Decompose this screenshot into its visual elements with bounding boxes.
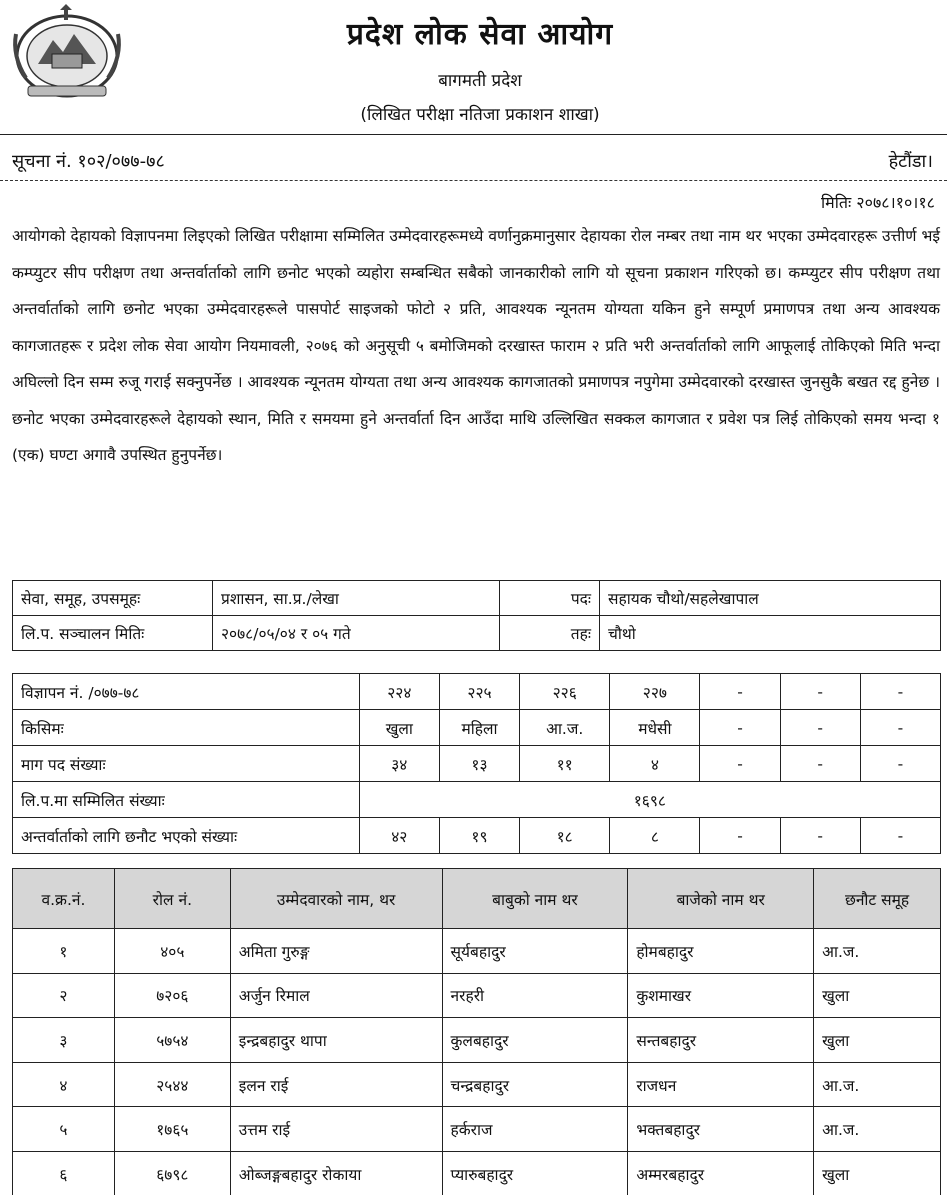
province-name: बागमती प्रदेश: [438, 71, 522, 91]
result-cell: इलन राई: [230, 1062, 442, 1107]
result-cell: नरहरी: [442, 973, 628, 1018]
vacancy-cell: ४: [610, 746, 700, 782]
level-label: तहः: [500, 616, 600, 651]
vacancy-cell: २२७: [610, 674, 700, 710]
result-cell: खुला: [814, 1151, 941, 1195]
vacancy-row-label: माग पद संख्याः: [13, 746, 360, 782]
post-label: पदः: [500, 581, 600, 616]
result-column-header: बाबुको नाम थर: [442, 869, 628, 929]
vacancy-cell: ८: [610, 818, 700, 854]
notice-place: हेटौंडा।: [888, 151, 933, 172]
letterhead: [0, 0, 947, 135]
result-cell: २५४४: [114, 1062, 230, 1107]
result-cell: ४०५: [114, 929, 230, 974]
vacancy-cell: १९: [439, 818, 519, 854]
vacancy-row: [13, 674, 941, 710]
service-value: प्रशासन, सा.प्र./लेखा: [213, 581, 500, 616]
table-row: [13, 1018, 941, 1063]
result-cell: ५७५४: [114, 1018, 230, 1063]
vacancy-cell: १८: [520, 818, 610, 854]
exam-date-label: लि.प. सञ्चालन मितिः: [13, 616, 213, 651]
vacancy-cell: -: [780, 674, 860, 710]
vacancy-cell: २२६: [520, 674, 610, 710]
table-row: [13, 929, 941, 974]
result-cell: कुशमाखर: [628, 973, 814, 1018]
table-row: [13, 1062, 941, 1107]
vacancy-cell: -: [700, 710, 780, 746]
vacancy-cell: १३: [439, 746, 519, 782]
vacancy-cell: -: [860, 674, 940, 710]
vacancy-cell: -: [860, 818, 940, 854]
result-cell: १: [13, 929, 115, 974]
notice-body: आयोगको देहायको विज्ञापनमा लिइएको लिखित परीक्षामा सम्मिलित उम्मेदवारहरूमध्ये वर्णानुक्रमानुसार देहायका रोल नम्बर तथा नाम थर भएका उम्मेदवारहरू उत्तीर्ण भई कम्प्युटर सीप परीक्षण तथा अन्तर्वार्ताको लागि छनोट भएको व्यहोरा सम्बन्धित सबैको जानकारीको लागि यो सूचना प्रकाशन गरिएको छ। कम्प्युटर सीप परीक्षण तथा अन्तर्वार्ताको लागि छनोट भएका उम्मेदवारहरूले पासपोर्ट साइजको फोटो २ प्रति, आवश्यक न्यूनतम योग्यता यकिन हुने सम्पूर्ण प्रमाणपत्र तथा अन्य आवश्यक कागजातहरू र प्रदेश लोक सेवा आयोग नियमावली, २०७६ को अनुसूची ५ बमोजिमको दरखास्त फाराम २ प्रति भरी अन्तर्वार्ताको लागि आफूलाई तोकिएको मिति भन्दा अघिल्लो दिन सम्म रुजू गराई सक्नुपर्नेछ । आवश्यक न्यूनतम योग्यता तथा अन्य आवश्यक कागजातको प्रमाणपत्र नपुगेमा उम्मेदवारको दरखास्त जुनसुकै बखत रद्द हुनेछ । छनोट भएका उम्मेदवारहरूले देहायको स्थान, मिति र समयमा हुने अन्तर्वार्ता दिन आउँदा माथि उल्लिखित सक्कल कागजात र प्रवेश पत्र लिई तोकिएको समय भन्दा १ (एक) घण्टा अगावै उपस्थित हुनुपर्नेछ।: [12, 227, 940, 464]
vacancy-cell: २२५: [439, 674, 519, 710]
table-row: [13, 1107, 941, 1152]
result-cell: ४: [13, 1062, 115, 1107]
result-cell: आ.ज.: [814, 1062, 941, 1107]
vacancy-cell: -: [700, 746, 780, 782]
vacancy-cell: आ.ज.: [520, 710, 610, 746]
vacancy-row-label: किसिमः: [13, 710, 360, 746]
result-column-header: छनौट समूह: [814, 869, 941, 929]
level-value: चौथो: [600, 616, 941, 651]
result-cell: सन्तबहादुर: [628, 1018, 814, 1063]
vacancy-cell: -: [780, 710, 860, 746]
notice-date: मितिः २०७८।१०।१८: [821, 193, 935, 212]
written-exam-row: [13, 782, 941, 818]
service-label: सेवा, समूह, उपसमूहः: [13, 581, 213, 616]
vacancy-row: [13, 746, 941, 782]
result-cell: उत्तम राई: [230, 1107, 442, 1152]
vacancy-cell: ११: [520, 746, 610, 782]
vacancy-cell: -: [700, 818, 780, 854]
result-cell: अमिता गुरुङ्ग: [230, 929, 442, 974]
result-cell: ओब्जङ्गबहादुर रोकाया: [230, 1151, 442, 1195]
header-divider: [0, 134, 947, 135]
table-row: [13, 973, 941, 1018]
result-cell: हर्कराज: [442, 1107, 628, 1152]
result-column-header: रोल नं.: [114, 869, 230, 929]
result-cell: ६: [13, 1151, 115, 1195]
result-column-header: उम्मेदवारको नाम, थर: [230, 869, 442, 929]
vacancy-cell: ४२: [359, 818, 439, 854]
result-column-header: बाजेको नाम थर: [628, 869, 814, 929]
result-cell: खुला: [814, 1018, 941, 1063]
notice-number: सूचना नं. १०२/०७७-७८: [12, 151, 165, 172]
vacancy-cell: -: [860, 710, 940, 746]
written-exam-count: १६९८: [359, 782, 940, 818]
vacancy-cell: -: [780, 746, 860, 782]
vacancy-cell: -: [700, 674, 780, 710]
vacancy-cell: महिला: [439, 710, 519, 746]
result-cell: प्यारुबहादुर: [442, 1151, 628, 1195]
result-cell: होमबहादुर: [628, 929, 814, 974]
branch-name: (लिखित परीक्षा नतिजा प्रकाशन शाखा): [360, 105, 600, 125]
result-header-row: [13, 869, 941, 929]
result-cell: अर्जुन रिमाल: [230, 973, 442, 1018]
result-cell: ३: [13, 1018, 115, 1063]
vacancy-table: [12, 673, 941, 854]
vacancy-cell: ३४: [359, 746, 439, 782]
shortlisted-row: [13, 818, 941, 854]
result-cell: खुला: [814, 973, 941, 1018]
vacancy-cell: खुला: [359, 710, 439, 746]
result-cell: ५: [13, 1107, 115, 1152]
result-cell: कुलबहादुर: [442, 1018, 628, 1063]
vacancy-cell: मधेसी: [610, 710, 700, 746]
result-cell: आ.ज.: [814, 929, 941, 974]
result-cell: ७२०६: [114, 973, 230, 1018]
nepal-emblem-icon: [8, 4, 126, 102]
exam-date-value: २०७८/०५/०४ र ०५ गते: [213, 616, 500, 651]
result-cell: राजधन: [628, 1062, 814, 1107]
vacancy-cell: -: [780, 818, 860, 854]
vacancy-row: [13, 710, 941, 746]
commission-title: प्रदेश लोक सेवा आयोग: [346, 17, 614, 52]
vacancy-row-label: विज्ञापन नं. /०७७-७८: [13, 674, 360, 710]
result-cell: इन्द्रबहादुर थापा: [230, 1018, 442, 1063]
notice-divider: [0, 180, 947, 181]
result-cell: सूर्यबहादुर: [442, 929, 628, 974]
vacancy-cell: २२४: [359, 674, 439, 710]
vacancy-row-label: अन्तर्वार्ताको लागि छनौट भएको संख्याः: [13, 818, 360, 854]
vacancy-cell: -: [860, 746, 940, 782]
result-cell: ६७९८: [114, 1151, 230, 1195]
result-cell: अम्मरबहादुर: [628, 1151, 814, 1195]
result-cell: १७६५: [114, 1107, 230, 1152]
service-info-table: [12, 580, 941, 651]
result-cell: २: [13, 973, 115, 1018]
result-cell: चन्द्रबहादुर: [442, 1062, 628, 1107]
result-column-header: व.क्र.नं.: [13, 869, 115, 929]
written-exam-label: लि.प.मा सम्मिलित संख्याः: [13, 782, 360, 818]
table-row: [13, 1151, 941, 1195]
result-cell: आ.ज.: [814, 1107, 941, 1152]
post-value: सहायक चौथो/सहलेखापाल: [600, 581, 941, 616]
result-table: [12, 868, 941, 1195]
result-cell: भक्तबहादुर: [628, 1107, 814, 1152]
